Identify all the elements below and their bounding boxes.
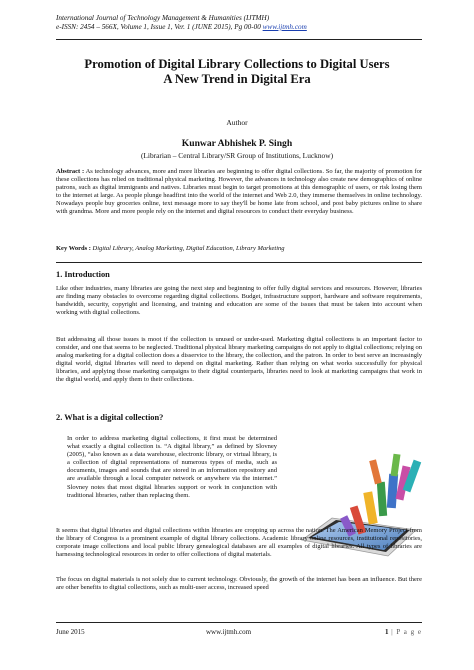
abstract-divider <box>56 262 422 263</box>
section-heading-introduction: 1. Introduction <box>56 270 110 279</box>
intro-paragraph-2: But addressing all those issues is moot if the collection is unused or under-used. Marketing digital collections is an important factor to consider, and one that seems to be neglected. Traditional physical library marketing campaigns do not apply to digital collections; relying on analog marketing for a digital collection does a disservice to the library, the collection, and the patron. In order to best serve an increasingly digital world, digital libraries will need to depend on digital marketing. Rather than relying on what works successfully for physical libraries, and applying those marketing campaigns to their digital counterparts, libraries need to look at marketing campaigns that work in the digital world, and apply them to their collections. <box>56 336 422 384</box>
section2-paragraph-2: It seems that digital libraries and digital collections within libraries are cropping up across the nation. The American Memory Project from the library of Congress is a prominent example of digital library collections. Academic library online resources, institutional repositories, corporate image collections and local public library genealogical databases are all examples of digital libraries. All types of libraries are harnessing technological resources in order to offer collections of digital materials. <box>56 527 422 559</box>
journal-name: International Journal of Technology Management & Humanities (IJTMH) <box>56 14 270 22</box>
section2-paragraph-3: The focus on digital materials is not solely due to current technology. Obviously, the growth of the internet has been an influence. But there are other benefits to digital collections, such as multi-user access, increased speed <box>56 576 422 592</box>
page-number: 1 <box>385 628 389 636</box>
footer-site: www.ijtmh.com <box>206 628 252 636</box>
author-affiliation: (Librarian – Central Library/SR Group of Institutions, Lucknow) <box>140 151 334 160</box>
footer-divider <box>56 622 422 623</box>
keywords-label: Key Words : <box>56 245 91 252</box>
journal-header <box>56 14 436 32</box>
keywords-text: Digital Library, Analog Marketing, Digital Education, Library Marketing <box>90 245 285 252</box>
author-name: Kunwar Abhishek P. Singh <box>181 138 293 149</box>
title-line-1: Promotion of Digital Library Collections to Digital Users <box>84 57 390 71</box>
section2-paragraph-1: In order to address marketing digital collections, it first must be determined what exactly a digital collection is. “A digital library,” as defined by Slovney (2005), “also known as a data warehouse, electronic library, or virtual library, is a collection of digital representations of numerous types of media, such as documents, images and sounds that are stored in an information repository and are available through a local computer network or anywhere via the internet.” Slovney notes that most digital libraries support or work in conjunction with traditional libraries, rather than replacing them. <box>67 435 277 499</box>
footer-date: June 2015 <box>56 628 85 636</box>
abstract <box>56 168 422 217</box>
journal-link[interactable]: www.ijtmh.com <box>262 23 307 31</box>
title-line-2: A New Trend in Digital Era <box>163 72 311 86</box>
journal-issn: e-ISSN: 2454 – 566X, Volume 1, Issue 1, Ver. 1 (JUNE 2015), Pg 00-00 <box>56 23 263 31</box>
paper-title <box>40 57 434 87</box>
author-label: Author <box>226 118 248 127</box>
keywords <box>56 245 422 253</box>
abstract-label: Abstract : <box>56 168 85 175</box>
page-word: | P a g e <box>388 628 422 636</box>
journal-issn-line <box>56 23 436 32</box>
footer-page <box>385 628 422 636</box>
intro-paragraph-1: Like other industries, many libraries are going the next step and beginning to offer fully digital services and resources. However, libraries are finding many obstacles to overcome regarding digital collections. Budget, infrastructure support, hardware and software requirements, bandwidth, security, copyright and licensing, and training and education are some of the issues that must be taken into account when working with digital collections. <box>56 285 422 317</box>
header-divider <box>56 39 422 40</box>
section-heading-digital-collection: 2. What is a digital collection? <box>56 413 164 422</box>
abstract-text: As technology advances, more and more libraries are beginning to offer digital collections. So far, the majority of promotion for these collections has relied on traditional physical marketing. However, the advances in technology also create new demographics of online patrons, such as digital immigrants and natives. Libraries must begin to target promotions at this demographic of users, or risk losing them to the internet at large. As people plunge headfirst into the world of the internet and Web 2.0, they immerse themselves in online technology. Nowadays people buy groceries online, text message more to say they'll be home late from school, and post baby pictures online to share with grandma. More and more people rely on the internet and digital resources to conduct their everyday business. <box>56 168 422 216</box>
